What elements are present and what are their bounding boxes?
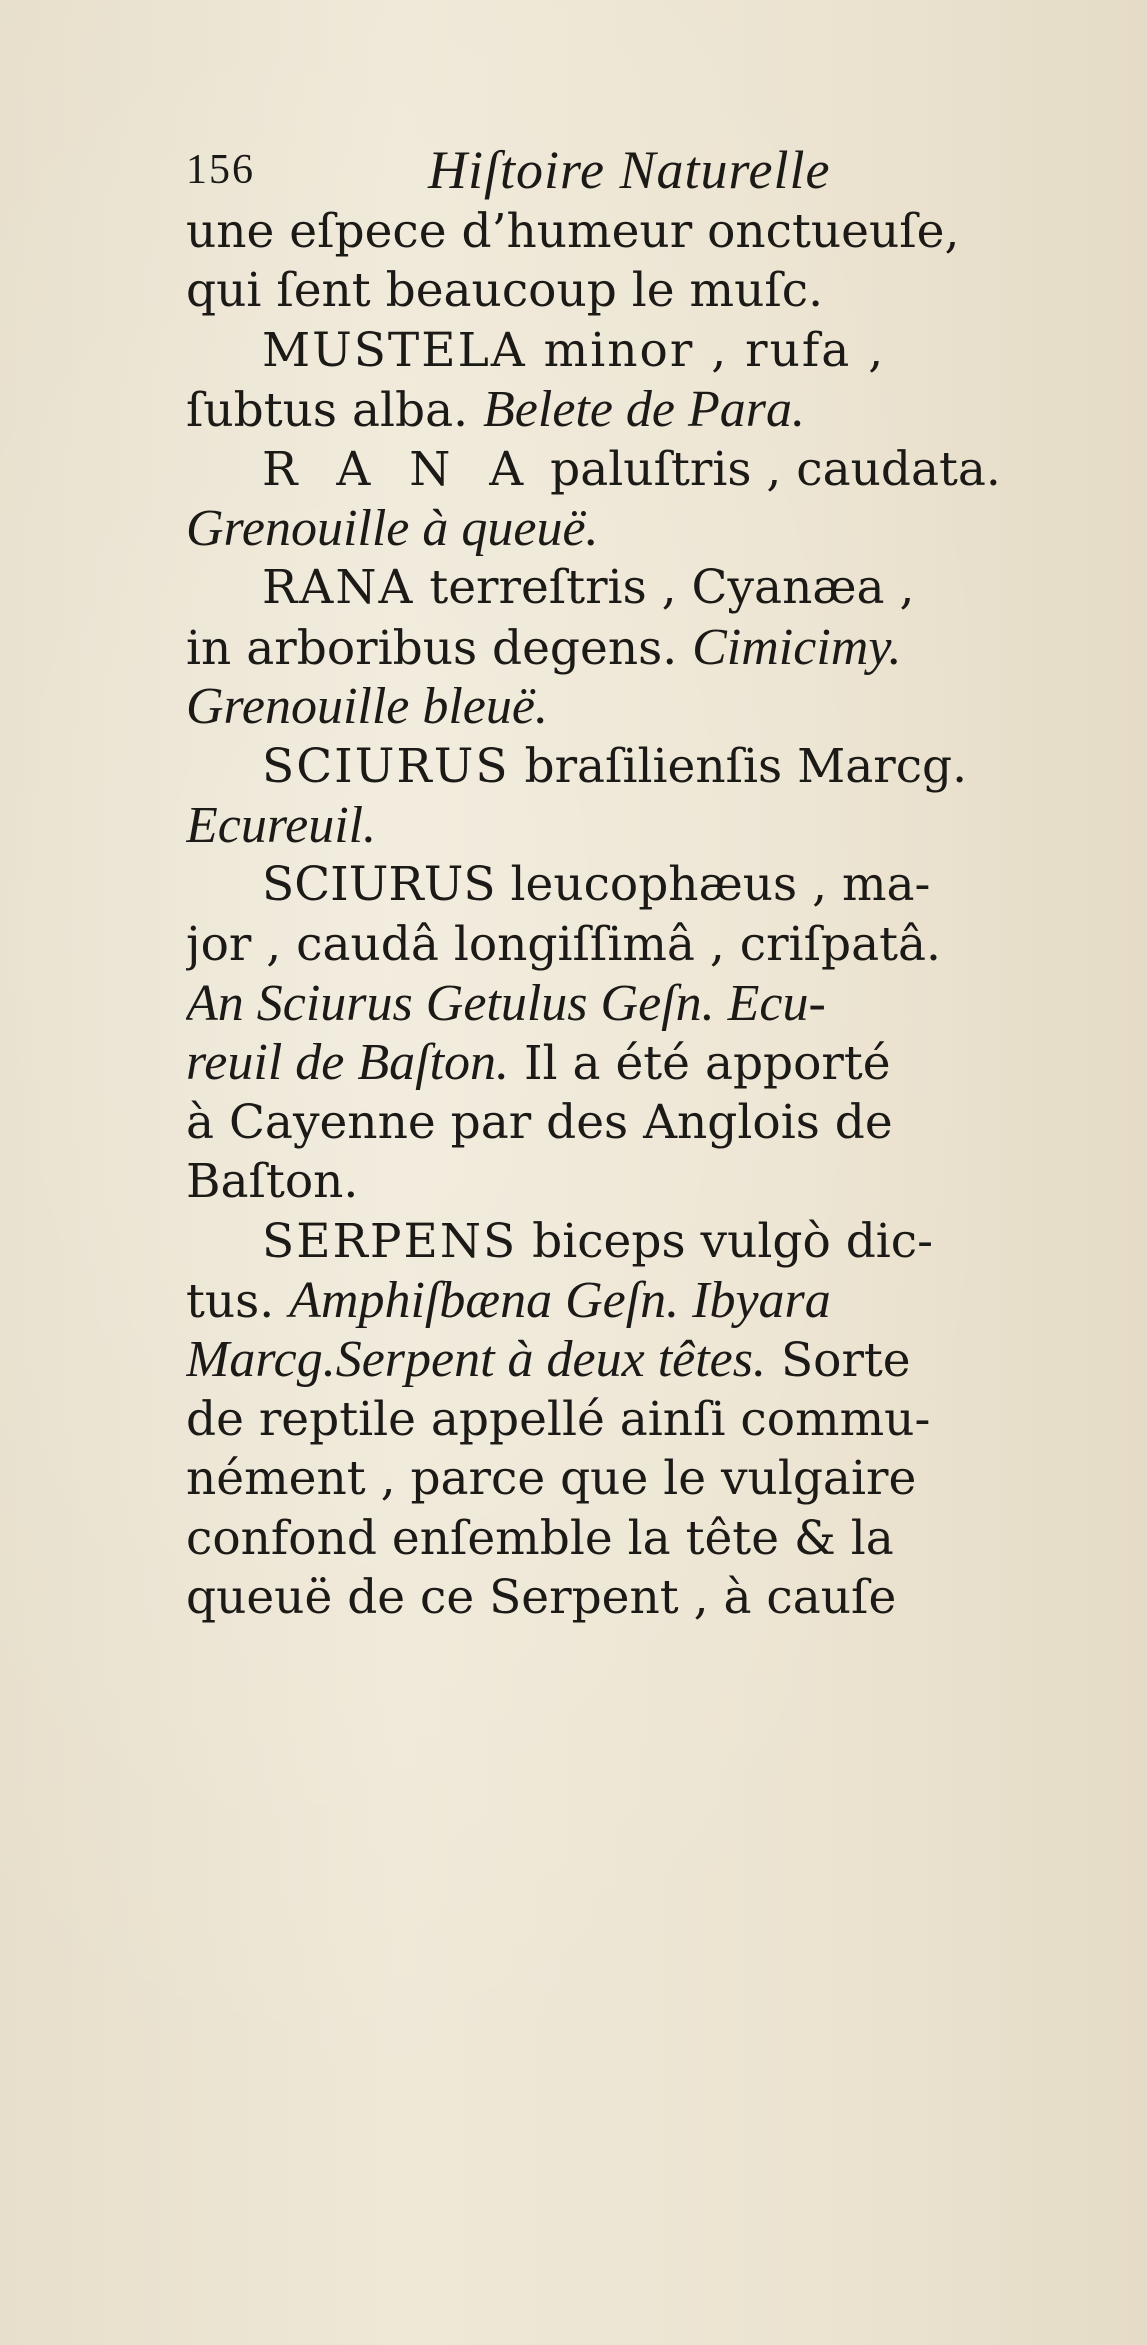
text-line: nément , parce que le vulgaire: [186, 1451, 917, 1507]
text-line: ſubtus alba. Belete de Para.: [186, 381, 806, 439]
text-line: à Cayenne par des Anglois de: [186, 1094, 893, 1150]
entry-rana-palustris: R A N A paluſtris , caudata.: [262, 441, 1001, 497]
entry-sciurus-leucophaeus: SCIURUS leucophæus , ma-: [262, 857, 931, 913]
entry-rana-terrestris: RANA terreſtris , Cyanæa ,: [262, 560, 915, 616]
text-line: de reptile appellé ainſi commu-: [186, 1391, 931, 1447]
text-line: qui ſent beaucoup le muſc.: [186, 263, 824, 319]
text-line: Grenouille bleuë.: [186, 678, 548, 736]
text-line: reuil de Baſton. Il a été apporté: [186, 1034, 891, 1092]
text-line: Baſton.: [186, 1154, 359, 1210]
running-title: Hiſtoire Naturelle: [428, 140, 831, 200]
body-text: [186, 202, 1086, 1627]
text-line: queuë de ce Serpent , à cauſe: [186, 1569, 897, 1625]
text-line: jor , caudâ longiſſimâ , criſpatâ.: [186, 916, 941, 972]
entry-mustela: MUSTELA minor , rufa ,: [262, 322, 886, 378]
text-line: tus. Amphiſbæna Geſn. Ibyara: [186, 1272, 831, 1330]
text-line: confond enſemble la tête & la: [186, 1510, 894, 1566]
page-number: 156: [186, 147, 255, 193]
text-line: An Sciurus Getulus Geſn. Ecu-: [186, 975, 826, 1033]
entry-sciurus-brasiliensis: SCIURUS braſilienſis Marcg.: [262, 738, 968, 794]
text-line: une eſpece d’humeur onctueuſe,: [186, 204, 960, 259]
entry-serpens: SERPENS biceps vulgò dic-: [262, 1213, 934, 1269]
page-header: [186, 140, 1066, 200]
text-line: Grenouille à queuë.: [186, 499, 599, 557]
text-line: Marcg.Serpent à deux têtes. Sorte: [186, 1331, 911, 1389]
text-line: in arboribus degens. Cimicimy.: [186, 618, 902, 676]
text-line: Ecureuil.: [186, 796, 377, 854]
